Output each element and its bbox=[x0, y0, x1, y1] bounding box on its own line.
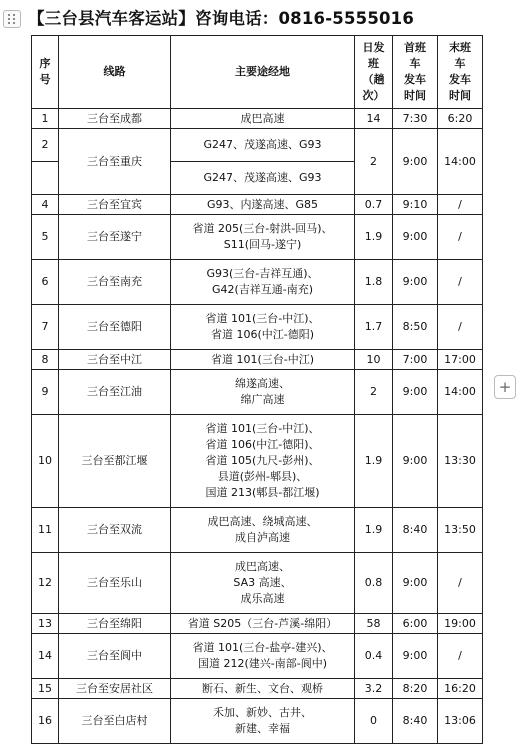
row-last-cell: 13:30 bbox=[438, 415, 483, 508]
table-row bbox=[32, 553, 483, 614]
plus-icon: + bbox=[498, 377, 512, 396]
row-via-cell bbox=[171, 614, 355, 634]
row-last-cell: / bbox=[438, 553, 483, 614]
header-last-line: 时间 bbox=[449, 89, 471, 102]
header-first-line: 发车 bbox=[404, 73, 426, 86]
row-first-cell: 8:40 bbox=[393, 699, 438, 744]
row-via-cell bbox=[171, 508, 355, 553]
row-via-line: 省道 S205（三台-芦溪-绵阳） bbox=[187, 616, 338, 630]
row-via-line: 成巴高速、绕城高速、 bbox=[207, 515, 318, 528]
row-via-line: 省道 105(九尺-彭州)、 bbox=[205, 454, 320, 467]
row-first-cell: 9:00 bbox=[393, 415, 438, 508]
row-first-cell: 9:00 bbox=[393, 260, 438, 305]
header-first-line: 首班 bbox=[404, 41, 426, 54]
row-no-cell: 16 bbox=[32, 699, 59, 744]
row-via-line: 成乐高速 bbox=[240, 592, 285, 605]
header-via: 主要途经地 bbox=[171, 36, 355, 109]
row-via-line: 省道 101(三台-盐亭-建兴)、 bbox=[192, 641, 333, 654]
row-no-cell: 9 bbox=[32, 370, 59, 415]
table-row bbox=[32, 350, 483, 370]
table-row bbox=[32, 215, 483, 260]
row-via-line: G247、茂遂高速、G93 bbox=[203, 171, 322, 184]
row-via-cell bbox=[171, 162, 355, 195]
row-via-line: 新建、幸福 bbox=[235, 722, 290, 735]
row-via-line: 成巴高速、 bbox=[235, 560, 290, 573]
row-route-cell: 三台至南充 bbox=[59, 260, 171, 305]
header-daily-line: 班 bbox=[368, 57, 379, 70]
table-row bbox=[32, 129, 483, 162]
row-first-cell: 9:10 bbox=[393, 195, 438, 215]
page-title: 【三台县汽车客运站】咨询电话：0816-5555016 bbox=[28, 9, 415, 28]
row-last-cell: / bbox=[438, 305, 483, 350]
row-via-cell bbox=[171, 553, 355, 614]
header-no-line: 序 bbox=[39, 57, 51, 70]
row-via-cell bbox=[171, 699, 355, 744]
row-no-cell: 8 bbox=[32, 350, 59, 370]
row-daily-cell: 58 bbox=[355, 614, 393, 634]
row-route-cell: 三台至江油 bbox=[59, 370, 171, 415]
row-no-cell: 7 bbox=[32, 305, 59, 350]
row-via-line: G42(吉祥互通-南充) bbox=[211, 283, 314, 296]
row-via-line: 国道 213(郫县-都江堰) bbox=[205, 486, 320, 499]
row-via-cell bbox=[171, 370, 355, 415]
row-route-cell: 三台至重庆 bbox=[59, 129, 171, 195]
header-last-line: 发车 bbox=[449, 73, 471, 86]
table-header-row bbox=[32, 36, 483, 109]
row-no-cell: 11 bbox=[32, 508, 59, 553]
row-daily-cell: 1.8 bbox=[355, 260, 393, 305]
row-first-cell: 7:00 bbox=[393, 350, 438, 370]
row-via-line: G247、茂遂高速、G93 bbox=[203, 138, 322, 151]
row-no-cell: 13 bbox=[32, 614, 59, 634]
row-first-cell: 9:00 bbox=[393, 553, 438, 614]
row-last-cell: 14:00 bbox=[438, 129, 483, 195]
row-route-cell: 三台至双流 bbox=[59, 508, 171, 553]
row-route-cell: 三台至成都 bbox=[59, 109, 171, 129]
row-last-cell: 14:00 bbox=[438, 370, 483, 415]
table-row bbox=[32, 634, 483, 679]
row-daily-cell: 3.2 bbox=[355, 679, 393, 699]
row-no-cell: 15 bbox=[32, 679, 59, 699]
row-via-line: 县道(彭州-郫县)、 bbox=[217, 470, 308, 483]
header-last bbox=[438, 36, 483, 109]
row-via-cell bbox=[171, 305, 355, 350]
row-via-cell bbox=[171, 129, 355, 162]
row-route-cell: 三台至遂宁 bbox=[59, 215, 171, 260]
row-via-cell bbox=[171, 195, 355, 215]
row-last-cell: / bbox=[438, 195, 483, 215]
header-first bbox=[393, 36, 438, 109]
row-first-cell: 9:00 bbox=[393, 215, 438, 260]
row-via-line: 省道 205(三台-射洪-回马)、 bbox=[192, 222, 333, 235]
row-no-cell: 12 bbox=[32, 553, 59, 614]
row-no-cell: 10 bbox=[32, 415, 59, 508]
header-route: 线路 bbox=[59, 36, 171, 109]
row-via-cell bbox=[171, 215, 355, 260]
row-daily-cell: 14 bbox=[355, 109, 393, 129]
row-daily-cell: 1.9 bbox=[355, 215, 393, 260]
table-row bbox=[32, 305, 483, 350]
table-row bbox=[32, 195, 483, 215]
row-last-cell: 16:20 bbox=[438, 679, 483, 699]
table-row bbox=[32, 679, 483, 699]
header-last-line: 车 bbox=[454, 57, 466, 70]
row-via-cell bbox=[171, 679, 355, 699]
row-daily-cell: 2 bbox=[355, 129, 393, 195]
header-no-line: 号 bbox=[39, 73, 51, 86]
row-last-cell: / bbox=[438, 260, 483, 305]
row-first-cell: 7:30 bbox=[393, 109, 438, 129]
header-last-line: 末班 bbox=[449, 41, 471, 54]
row-via-line: 省道 101(三台-中江)、 bbox=[205, 422, 320, 435]
row-last-cell: 13:50 bbox=[438, 508, 483, 553]
row-no-cell: 2 bbox=[32, 129, 59, 162]
row-via-line: 禾加、新妙、古井、 bbox=[213, 706, 312, 719]
table-row bbox=[32, 614, 483, 634]
row-daily-cell: 1.9 bbox=[355, 415, 393, 508]
header-daily-line: 次） bbox=[362, 89, 385, 102]
row-via-line: 国道 212(建兴-南部-阆中) bbox=[197, 657, 327, 670]
row-first-cell: 9:00 bbox=[393, 370, 438, 415]
bus-schedule-table bbox=[31, 35, 483, 744]
row-last-cell: 17:00 bbox=[438, 350, 483, 370]
table-row bbox=[32, 109, 483, 129]
row-route-cell: 三台至白店村 bbox=[59, 699, 171, 744]
header-first-line: 车 bbox=[409, 57, 421, 70]
row-daily-cell: 0 bbox=[355, 699, 393, 744]
row-via-line: 绵遂高速、 bbox=[235, 377, 290, 390]
row-via-line: 成巴高速 bbox=[240, 111, 285, 125]
row-daily-cell: 1.9 bbox=[355, 508, 393, 553]
row-via-line: S11(回马-遂宁) bbox=[223, 238, 302, 251]
row-no-cell: 5 bbox=[32, 215, 59, 260]
row-via-cell bbox=[171, 260, 355, 305]
row-first-cell: 9:00 bbox=[393, 634, 438, 679]
row-route-cell: 三台至乐山 bbox=[59, 553, 171, 614]
row-via-cell bbox=[171, 415, 355, 508]
row-no-cell: 4 bbox=[32, 195, 59, 215]
row-first-cell: 8:40 bbox=[393, 508, 438, 553]
row-no-cell: 1 bbox=[32, 109, 59, 129]
row-via-cell bbox=[171, 109, 355, 129]
row-via-line: 省道 106(中江-德阳) bbox=[210, 328, 315, 341]
table-row bbox=[32, 508, 483, 553]
row-daily-cell: 0.7 bbox=[355, 195, 393, 215]
row-first-cell: 6:00 bbox=[393, 614, 438, 634]
row-no-cell bbox=[32, 162, 59, 195]
table-row bbox=[32, 415, 483, 508]
row-last-cell: 13:06 bbox=[438, 699, 483, 744]
row-via-line: G93、内遂高速、G85 bbox=[206, 197, 319, 211]
row-daily-cell: 1.7 bbox=[355, 305, 393, 350]
header-daily-line: 日发 bbox=[362, 41, 385, 54]
row-via-line: 成自泸高速 bbox=[235, 531, 290, 544]
table-row bbox=[32, 370, 483, 415]
row-daily-cell: 10 bbox=[355, 350, 393, 370]
row-via-cell bbox=[171, 350, 355, 370]
row-via-line: SA3 高速、 bbox=[233, 576, 292, 589]
row-route-cell: 三台至宜宾 bbox=[59, 195, 171, 215]
row-daily-cell: 0.4 bbox=[355, 634, 393, 679]
row-first-cell: 9:00 bbox=[393, 129, 438, 195]
row-route-cell: 三台至安居社区 bbox=[59, 679, 171, 699]
table-drag-handle[interactable] bbox=[3, 10, 21, 28]
table-row bbox=[32, 699, 483, 744]
row-route-cell: 三台至绵阳 bbox=[59, 614, 171, 634]
row-last-cell: / bbox=[438, 634, 483, 679]
table-row bbox=[32, 260, 483, 305]
row-first-cell: 8:50 bbox=[393, 305, 438, 350]
row-via-line: 省道 101(三台-中江)、 bbox=[205, 312, 320, 325]
row-via-line: 省道 106(中江-德阳)、 bbox=[205, 438, 320, 451]
header-no bbox=[32, 36, 59, 109]
row-last-cell: 19:00 bbox=[438, 614, 483, 634]
row-daily-cell: 0.8 bbox=[355, 553, 393, 614]
row-daily-cell: 2 bbox=[355, 370, 393, 415]
row-last-cell: / bbox=[438, 215, 483, 260]
row-route-cell: 三台至中江 bbox=[59, 350, 171, 370]
row-via-line: 省道 101(三台-中江) bbox=[210, 352, 315, 366]
row-via-line: 断石、新生、文台、观桥 bbox=[202, 681, 323, 695]
drag-dots-icon bbox=[8, 14, 16, 24]
row-first-cell: 8:20 bbox=[393, 679, 438, 699]
row-no-cell: 6 bbox=[32, 260, 59, 305]
row-no-cell: 14 bbox=[32, 634, 59, 679]
row-via-line: 绵广高速 bbox=[240, 393, 285, 406]
header-first-line: 时间 bbox=[404, 89, 426, 102]
header-daily bbox=[355, 36, 393, 109]
row-route-cell: 三台至阆中 bbox=[59, 634, 171, 679]
header-daily-line: （趟 bbox=[362, 73, 385, 86]
row-last-cell: 6:20 bbox=[438, 109, 483, 129]
row-route-cell: 三台至都江堰 bbox=[59, 415, 171, 508]
row-route-cell: 三台至德阳 bbox=[59, 305, 171, 350]
add-column-button[interactable] bbox=[494, 375, 516, 399]
row-via-cell bbox=[171, 634, 355, 679]
row-via-line: G93(三台-吉祥互通)、 bbox=[206, 267, 319, 280]
